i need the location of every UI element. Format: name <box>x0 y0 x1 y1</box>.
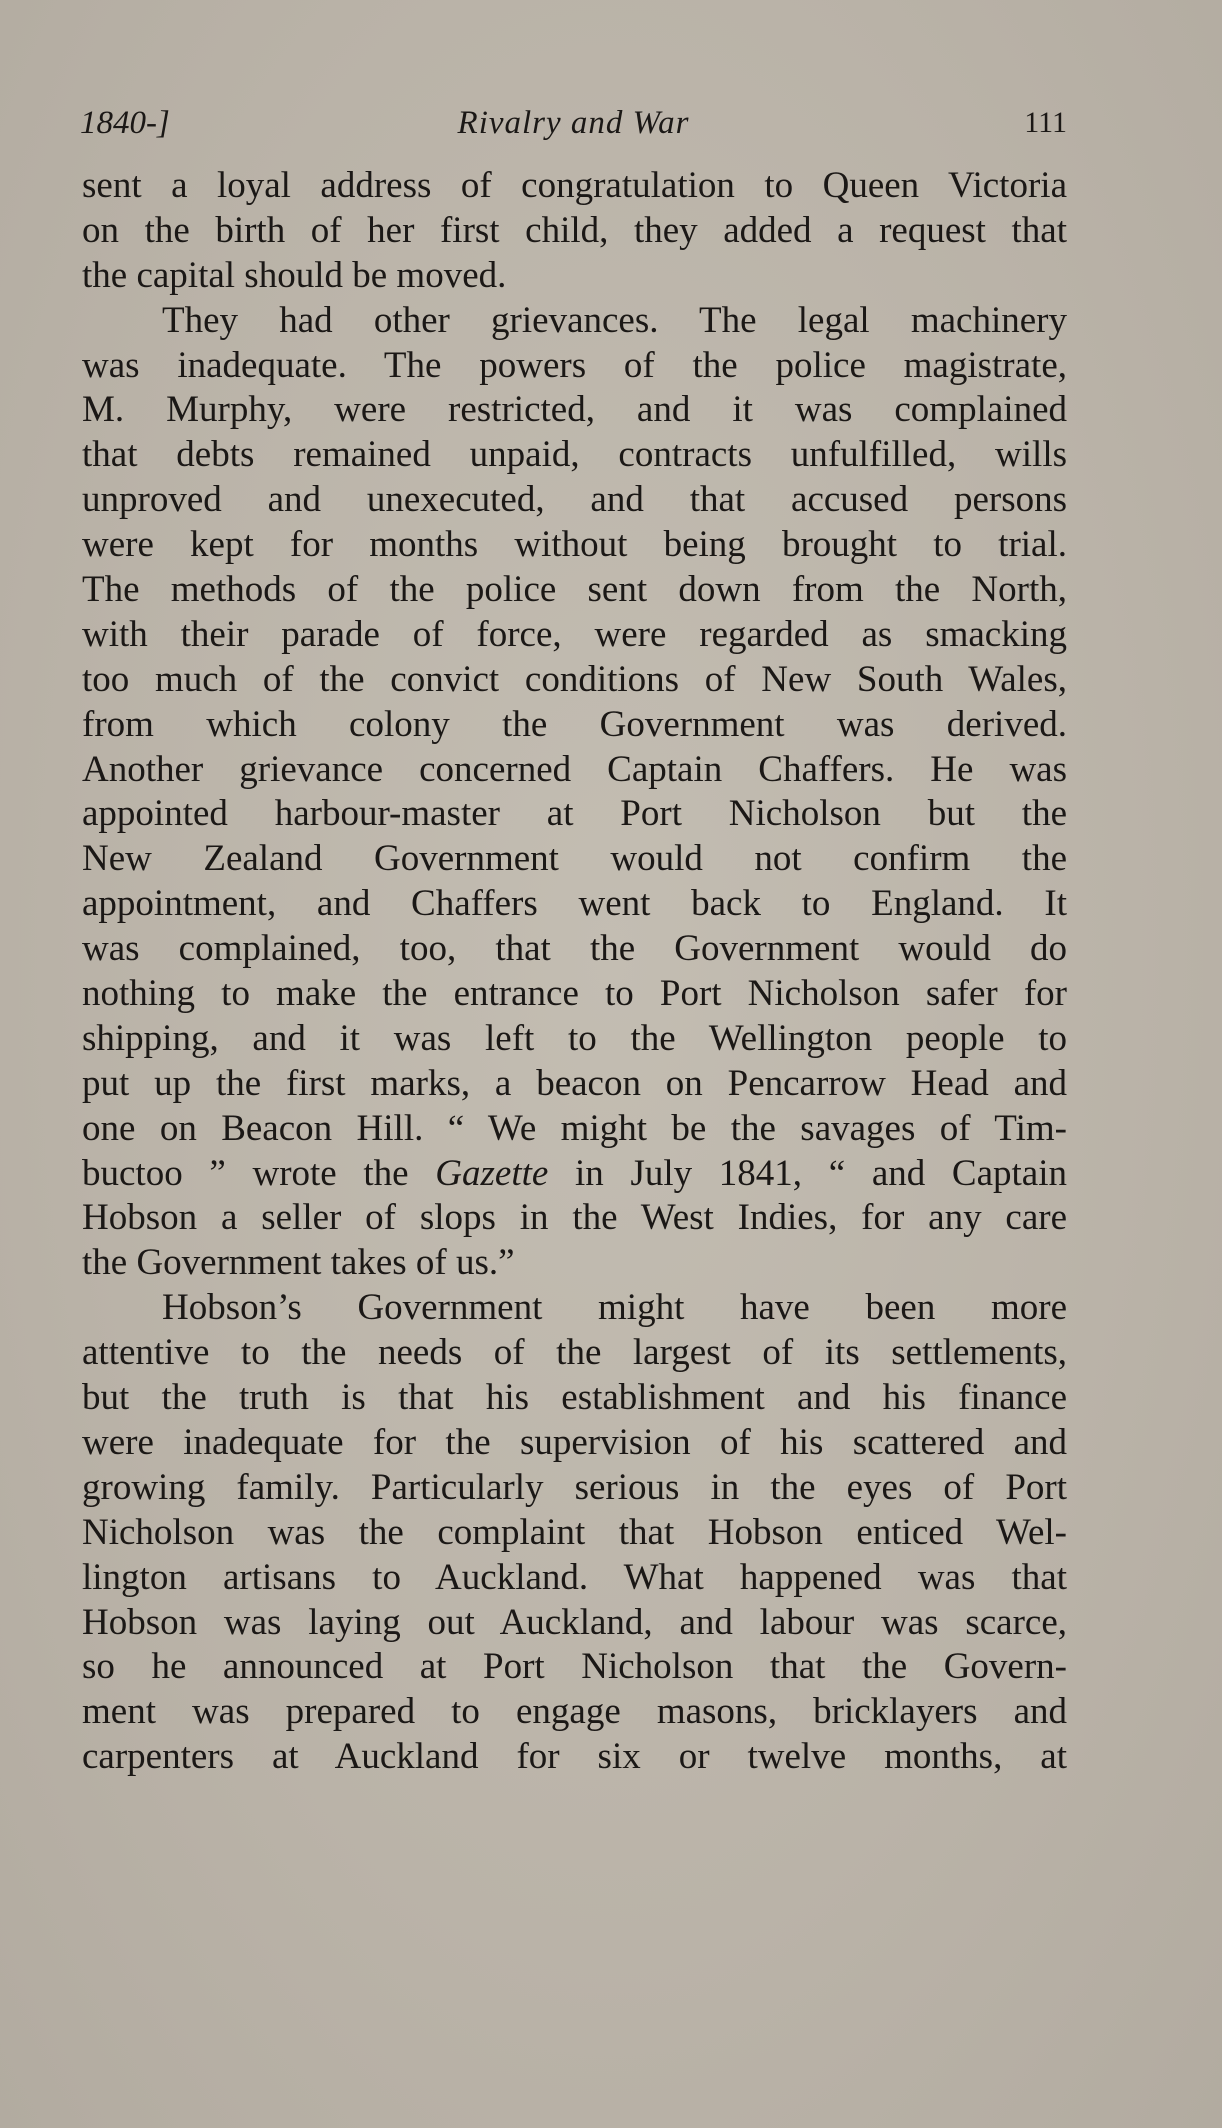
page-number: 111 <box>1024 106 1067 139</box>
text-line: but the truth is that his establishment and his finance <box>82 1377 1067 1419</box>
text-segment: buctoo ” wrote the <box>82 1152 436 1194</box>
text-line: Another grievance concerned Captain Chaffers. He was <box>82 748 1067 790</box>
text-line: was complained, too, that the Government would do <box>82 928 1067 970</box>
text-line: with their parade of force, were regarded as smacking <box>82 613 1067 655</box>
chapter-title: Rivalry and War <box>457 105 690 141</box>
text-line: lington artisans to Auckland. What happened was that <box>82 1556 1067 1598</box>
italic-title: Gazette <box>435 1152 549 1194</box>
text-line: Hobson was laying out Auckland, and labour was scarce, <box>82 1601 1067 1643</box>
text-line: attentive to the needs of the largest of its settlements, <box>82 1332 1067 1374</box>
text-line: the capital should be moved. <box>82 254 507 296</box>
text-line: so he announced at Port Nicholson that the Govern- <box>82 1646 1067 1688</box>
text-line: put up the first marks, a beacon on Pencarrow Head and <box>82 1062 1067 1104</box>
text-line: appointment, and Chaffers went back to England. It <box>82 883 1067 925</box>
text-line: too much of the convict conditions of New South Wales, <box>82 658 1067 700</box>
text-line: were inadequate for the supervision of his scattered and <box>82 1421 1067 1463</box>
header-date-range: 1840-] <box>80 105 170 141</box>
text-line: from which colony the Government was derived. <box>82 703 1067 745</box>
text-line: ment was prepared to engage masons, bricklayers and <box>82 1691 1067 1733</box>
text-line: shipping, and it was left to the Wellington people to <box>82 1017 1067 1059</box>
text-line: carpenters at Auckland for six or twelve months, at <box>82 1736 1067 1778</box>
text-line: the Government takes of us.” <box>82 1242 515 1284</box>
text-line: were kept for months without being brought to trial. <box>82 524 1067 566</box>
text-line: They had other grievances. The legal machinery <box>162 299 1067 341</box>
text-segment: in July 1841, “ and Captain <box>548 1152 1067 1194</box>
text-line: Hobson’s Government might have been more <box>162 1287 1067 1329</box>
text-line <box>82 1152 1067 1197</box>
text-line: sent a loyal address of congratulation to Queen Victoria <box>82 165 1067 206</box>
text-line: Nicholson was the complaint that Hobson enticed Wel- <box>82 1511 1067 1553</box>
text-line: one on Beacon Hill. “ We might be the savages of Tim- <box>82 1107 1067 1149</box>
text-line: on the birth of her first child, they added a request that <box>82 209 1067 251</box>
text-line: Hobson a seller of slops in the West Indies, for any care <box>82 1197 1067 1239</box>
text-line: appointed harbour-master at Port Nicholson but the <box>82 793 1067 835</box>
text-line: that debts remained unpaid, contracts unfulfilled, wills <box>82 434 1067 476</box>
text-line: nothing to make the entrance to Port Nicholson safer for <box>82 973 1067 1015</box>
text-line: New Zealand Government would not confirm the <box>82 838 1067 880</box>
text-line: growing family. Particularly serious in the eyes of Port <box>82 1466 1067 1508</box>
running-head <box>80 98 1067 148</box>
text-line: was inadequate. The powers of the police magistrate, <box>82 344 1067 386</box>
text-line: M. Murphy, were restricted, and it was complained <box>82 389 1067 431</box>
body-text <box>82 164 1067 1780</box>
text-line: The methods of the police sent down from the North, <box>82 569 1067 611</box>
text-line: unproved and unexecuted, and that accused persons <box>82 479 1067 521</box>
